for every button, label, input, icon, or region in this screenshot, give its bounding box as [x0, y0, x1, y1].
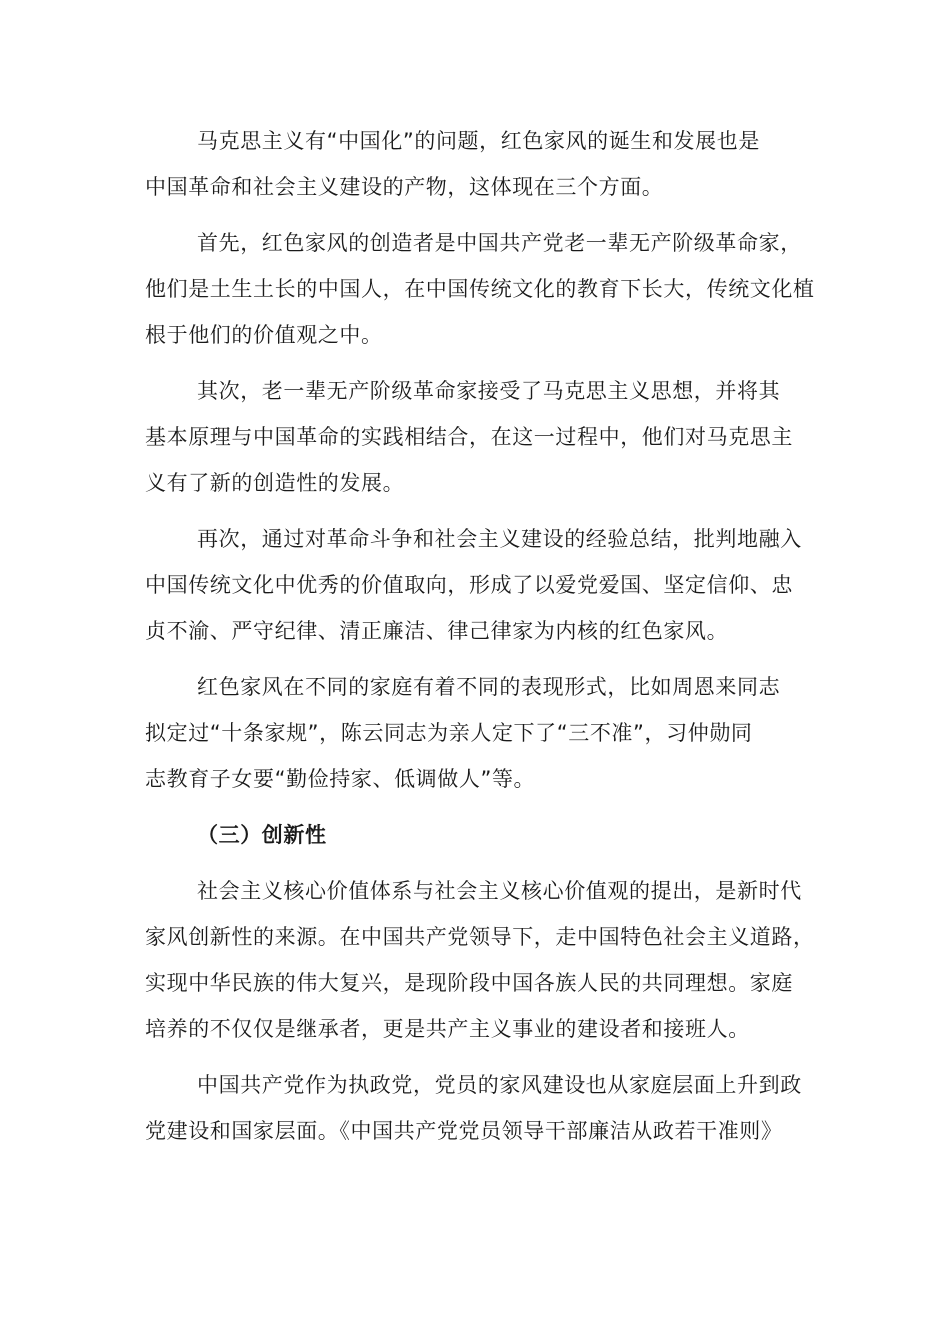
paragraph-line: 红色家风在不同的家庭有着不同的表现形式，比如周恩来同志	[197, 675, 781, 699]
section-heading: （三）创新性	[197, 823, 327, 847]
paragraph-line: 马克思主义有“中国化”的问题，红色家风的诞生和发展也是	[197, 129, 760, 153]
paragraph-7	[145, 1062, 825, 1154]
paragraph-line: 培养的不仅仅是继承者，更是共产主义事业的建设者和接班人。	[145, 1017, 750, 1041]
paragraph-line: 义有了新的创造性的发展。	[145, 471, 405, 495]
paragraph-line: 志教育子女要“勤俭持家、低调做人”等。	[145, 767, 536, 791]
paragraph-line: 其次，老一辈无产阶级革命家接受了马克思主义思想，并将其	[197, 379, 781, 403]
paragraph-line: 中国传统文化中优秀的价值取向，形成了以爱党爱国、坚定信仰、忠	[145, 573, 793, 597]
paragraph-4	[145, 516, 825, 654]
paragraph-line: 根于他们的价值观之中。	[145, 323, 383, 347]
paragraph-line: 家风创新性的来源。在中国共产党领导下，走中国特色社会主义道路，	[145, 925, 815, 949]
paragraph-5	[145, 664, 825, 802]
paragraph-6	[145, 868, 825, 1052]
paragraph-line: 他们是土生土长的中国人，在中国传统文化的教育下长大，传统文化植	[145, 277, 815, 301]
paragraph-line: 首先，红色家风的创造者是中国共产党老一辈无产阶级革命家，	[197, 231, 802, 255]
paragraph-2	[145, 220, 825, 358]
paragraph-line: 再次，通过对革命斗争和社会主义建设的经验总结，批判地融入	[197, 527, 802, 551]
paragraph-line: 中国共产党作为执政党，党员的家风建设也从家庭层面上升到政	[197, 1073, 802, 1097]
paragraph-line: 基本原理与中国革命的实践相结合，在这一过程中，他们对马克思主	[145, 425, 793, 449]
paragraph-line: 中国革命和社会主义建设的产物，这体现在三个方面。	[145, 175, 664, 199]
document-body	[145, 118, 825, 1164]
paragraph-line: 贞不渝、严守纪律、清正廉洁、律己律家为内核的红色家风。	[145, 619, 729, 643]
paragraph-3	[145, 368, 825, 506]
paragraph-1	[145, 118, 825, 210]
paragraph-line: 党建设和国家层面。《中国共产党党员领导干部廉洁从政若干准则》	[145, 1119, 783, 1143]
paragraph-line: 社会主义核心价值体系与社会主义核心价值观的提出，是新时代	[197, 879, 802, 903]
paragraph-line: 拟定过“十条家规”，陈云同志为亲人定下了“三不准”，习仲勋同	[145, 721, 753, 745]
paragraph-line: 实现中华民族的伟大复兴，是现阶段中国各族人民的共同理想。家庭	[145, 971, 793, 995]
